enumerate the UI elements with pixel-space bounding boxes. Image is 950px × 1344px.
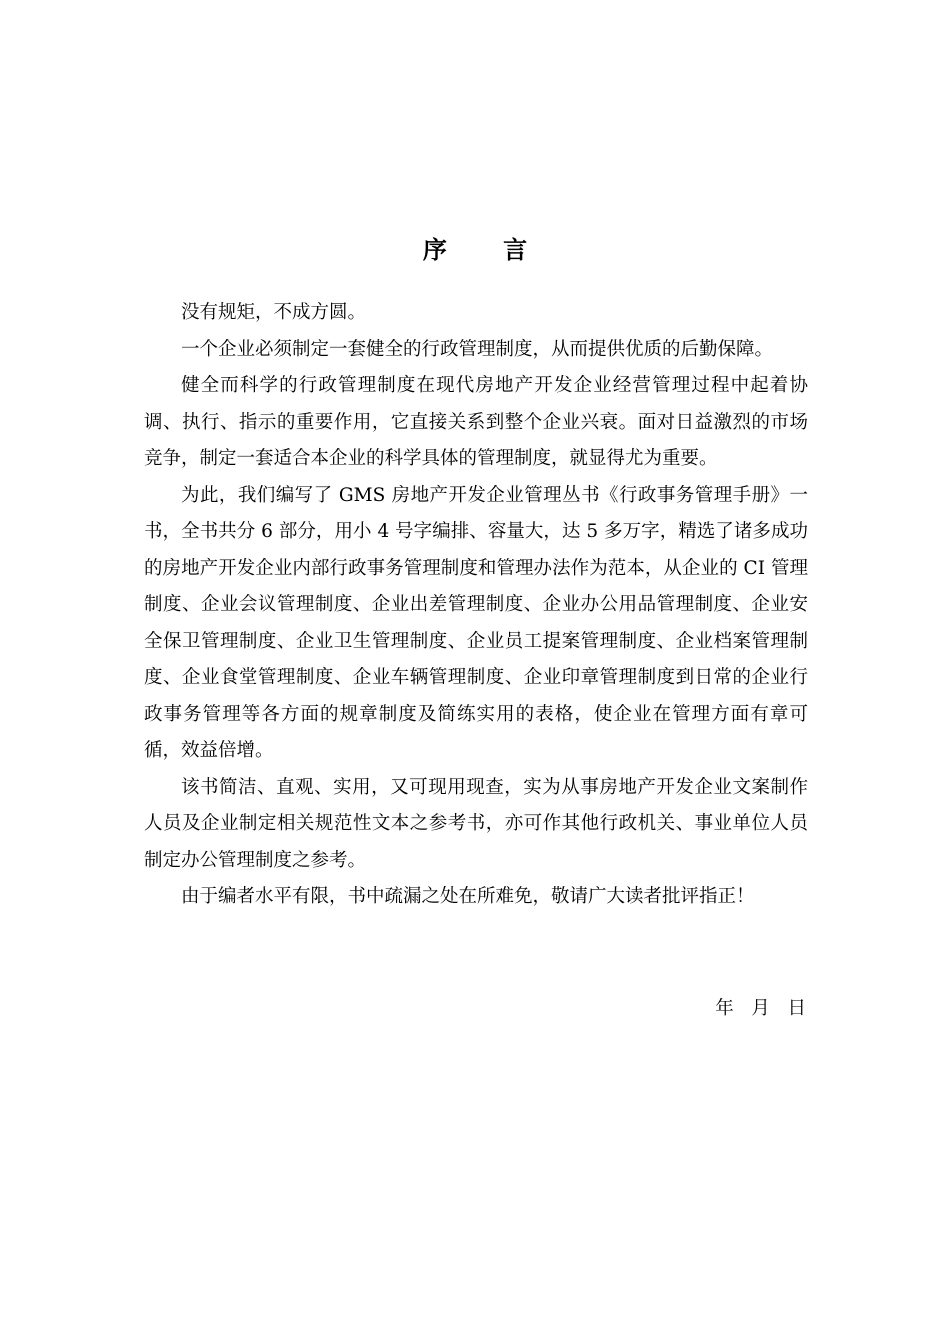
paragraph-1: 没有规矩，不成方圆。 xyxy=(181,302,367,323)
paragraph-5: 该书简洁、直观、实用，又可现用现查，实为从事房地产开发企业文案制作人员及企业制定相关规范性文本之参考书，亦可作其他行政机关、事业单位人员制定办公管理制度之参考。 xyxy=(144,776,808,871)
paragraph-2: 一个企业必须制定一套健全的行政管理制度，从而提供优质的后勤保障。 xyxy=(181,338,774,360)
paragraph-3: 健全而科学的行政管理制度在现代房地产开发企业经营管理过程中起着协调、执行、指示的重要作用，它直接关系到整个企业兴衰。面对日益激烈的市场竞争，制定一套适合本企业的科学具体的管理制度，就显得尤为重要。 xyxy=(144,375,808,469)
page-title: 序 言 xyxy=(422,235,552,264)
paragraph-4: 为此，我们编写了 GMS 房地产开发企业管理丛书《行政事务管理手册》一书，全书共分 6 部分，用小 4 号字编排、容量大，达 5 多万字，精选了诸多成功的房地产开发企业内部行政事务管理制度和管理办法作为范本，从企业的 CI 管理制度、企业会议管理制度、企业出差管理制度、企业办公用品管理制度、企业安全保卫管理制度、企业卫生管理制度、企业员工提案管理制度、企业档案管理制度、企业食堂管理制度、企业车辆管理制度、企业印章管理制度到日常的企业行政事务管理等各方面的规章制度及简练实用的表格，使企业在管理方面有章可循，效益倍增。 xyxy=(144,484,808,761)
preface-body xyxy=(144,295,808,916)
paragraph-6: 由于编者水平有限，书中疏漏之处在所难免，敬请广大读者批评指正！ xyxy=(181,886,755,907)
date-line: 年 月 日 xyxy=(715,998,806,1019)
